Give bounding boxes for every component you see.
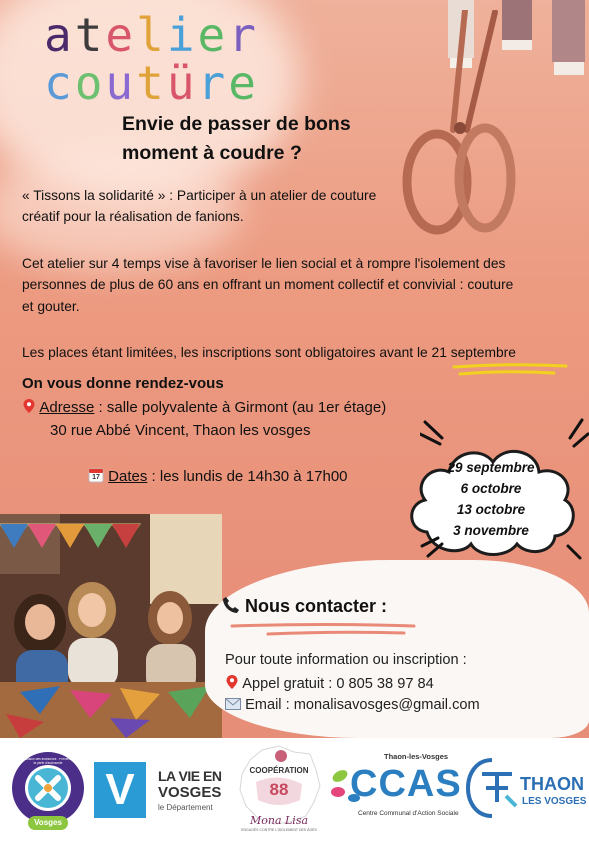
phone-icon xyxy=(222,596,240,617)
headline-line-1: Envie de passer de bons xyxy=(122,113,351,135)
partner-logos-footer xyxy=(0,738,589,841)
vosges-line-1: LA VIE EN xyxy=(158,768,222,784)
description-line-3: et gouter. xyxy=(22,298,80,314)
vosges-line-3: le Département xyxy=(158,803,213,812)
yellow-highlight-stroke xyxy=(450,362,570,378)
contact-underline xyxy=(228,622,418,638)
cloud-date: 29 septembre xyxy=(447,460,535,475)
thaon-line-1: THAON xyxy=(520,774,584,794)
title-letter: u xyxy=(105,56,137,110)
title-letter: i xyxy=(166,8,198,62)
cooperation-title: COOPÉRATION xyxy=(249,766,309,775)
description-paragraph xyxy=(22,253,513,317)
title-letter: l xyxy=(136,8,167,62)
workshop-photo-illustration xyxy=(0,514,222,738)
cooperation-signature: Mona Lisa xyxy=(249,814,309,827)
thaon-line-2: LES VOSGES xyxy=(522,796,587,807)
contact-phone-line xyxy=(225,674,434,692)
pin-icon xyxy=(22,398,36,416)
description-line-1: Cet atelier sur 4 temps vise à favoriser le lien social et à rompre l'isolement des xyxy=(22,256,506,271)
title-line-1 xyxy=(44,8,259,62)
cloud-date: 13 octobre xyxy=(456,502,526,517)
pin-icon xyxy=(225,674,239,692)
calendar-icon xyxy=(88,467,104,483)
vosges-line-2: VOSGES xyxy=(158,784,222,801)
intro-line-1: « Tissons la solidarité » : Participer à un atelier de couture xyxy=(22,188,377,203)
address-line xyxy=(22,398,386,416)
dates-label: Dates xyxy=(108,468,148,485)
dates-line xyxy=(88,467,348,485)
calendar-icon-number: 17 xyxy=(92,474,100,481)
headline xyxy=(122,110,351,169)
title-letter: e xyxy=(228,56,259,110)
intro-paragraph xyxy=(22,185,376,228)
address-value: : salle polyvalente à Girmont (au 1er étage) xyxy=(94,399,387,416)
rendezvous-heading: On vous donne rendez-vous xyxy=(22,375,224,392)
title-letter: r xyxy=(197,56,229,110)
vosges-department-logo xyxy=(94,762,244,822)
envelope-icon xyxy=(225,697,241,713)
ccas-name: CCAS xyxy=(350,763,462,805)
title-letter: a xyxy=(44,8,75,62)
cloud-date: 6 octobre xyxy=(460,481,522,496)
title-letter: e xyxy=(105,8,137,62)
intro-line-2: créatif pour la réalisation de fanions. xyxy=(22,209,244,225)
cooperation-88-logo xyxy=(236,742,322,838)
thaon-logo xyxy=(466,756,588,826)
commission-badge: Vosges xyxy=(28,816,68,830)
ccas-top-text: Thaon-les-Vosges xyxy=(384,752,449,761)
contact-email-line xyxy=(225,697,480,713)
title-letter: r xyxy=(228,8,259,62)
contact-info: Pour toute information ou inscription : xyxy=(225,652,467,668)
vosges-v-letter: V xyxy=(105,765,135,814)
cloud-date: 3 novembre xyxy=(453,523,529,538)
ccas-logo xyxy=(328,752,460,832)
title-line-2 xyxy=(44,56,259,110)
scissors-image xyxy=(395,10,525,235)
commission-ring-text: Commission des financeurs · Prévention de la perte d'autonomie xyxy=(17,758,79,765)
dates-value: : les lundis de 14h30 à 17h00 xyxy=(147,468,348,485)
description-line-2: personnes de plus de 60 ans en offrant un moment collectif et convivial : couture xyxy=(22,277,514,293)
title-letter: t xyxy=(74,8,106,62)
cooperation-subtitle: ENGAGÉS CONTRE L'ISOLEMENT DES ÂGÉS xyxy=(241,828,317,832)
headline-line-2: moment à coudre ? xyxy=(122,142,302,165)
title-letter: ü xyxy=(166,56,198,110)
title-letter: c xyxy=(44,56,75,110)
contact-phone[interactable]: Appel gratuit : 0 805 38 97 84 xyxy=(242,676,434,692)
commission-logo xyxy=(10,750,86,834)
dates-cloud-list xyxy=(403,457,579,541)
registration-text: Les places étant limitées, les inscriptions sont obligatoires avant le 21 septembre xyxy=(22,345,516,360)
title-letter: e xyxy=(197,8,229,62)
contact-title-text: Nous contacter : xyxy=(245,596,388,616)
cooperation-number: 88 xyxy=(269,780,289,799)
contact-title xyxy=(222,596,387,617)
contact-email[interactable]: Email : monalisavosges@gmail.com xyxy=(245,697,480,713)
vosges-v-box xyxy=(94,762,146,818)
address-label: Adresse xyxy=(39,399,95,416)
title-letter: o xyxy=(74,56,106,110)
title-letter: t xyxy=(136,56,167,110)
address-line-2: 30 rue Abbé Vincent, Thaon les vosges xyxy=(50,422,311,439)
workshop-photo xyxy=(0,514,222,738)
ccas-subtitle: Centre Communal d'Action Sociale xyxy=(358,810,459,817)
